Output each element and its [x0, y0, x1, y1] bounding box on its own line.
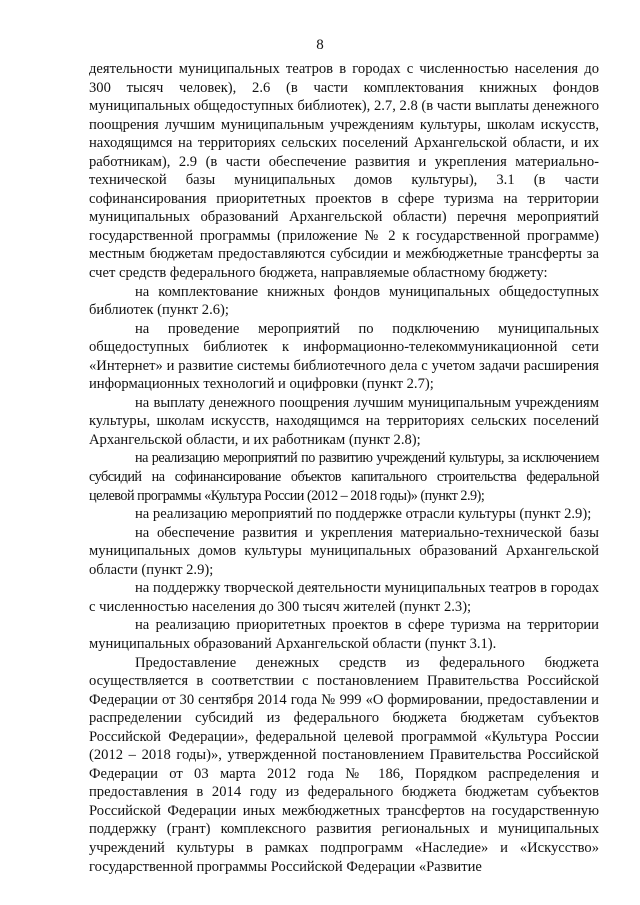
paragraph: на обеспечение развития и укрепления материально-технической базы муниципальных домов культуры муниципальных образований Архангельской области (пункт 2.9);	[89, 524, 599, 578]
paragraph: Предоставление денежных средств из федерального бюджета осуществляется в соответствии с постановлением Правительства Российской Федерации от 30 сентября 2014 года № 999 «О формировании, предоставлении и распределении субсидий из федерального бюджета бюджетам субъектов Российской Федерации», федеральной целевой программой «Культура России (2012 – 2018 годы)», утвержденной постановлением Правительства Российской Федерации от 03 марта 2012 года № 186, Порядком распределения и предоставления в 2014 году из федерального бюджета бюджетам субъектов Российской Федерации иных межбюджетных трансфертов на государственную поддержку (грант) комплексного развития региональных и муниципальных учреждений культуры в рамках подпрограмм «Наследие» и «Искусство» государственной программы Российской Федерации «Развитие	[89, 654, 599, 875]
paragraph: на реализацию приоритетных проектов в сфере туризма на территории муниципальных образований Архангельской области (пункт 3.1).	[89, 617, 599, 652]
paragraph: на реализацию мероприятий по поддержке отрасли культуры (пункт 2.9);	[135, 506, 592, 523]
paragraph: на выплату денежного поощрения лучшим муниципальным учреждениям культуры, школам искусств, находящимся на территориях сельских поселений Архангельской области, и их работникам (пункт 2.8);	[89, 394, 599, 448]
document-body	[89, 60, 599, 876]
paragraph: на проведение мероприятий по подключению муниципальных общедоступных библиотек к информационно-телекоммуникационной сети «Интернет» и развитие системы библиотечного дела с учетом задачи расширения информационных технологий и оцифровки (пункт 2.7);	[89, 320, 599, 393]
paragraph: на реализацию мероприятий по развитию учреждений культуры, за исключением субсидий на софинансирование объектов капитального строительства федеральной целевой программы «Культура России (2012 – 2018 годы)» (пункт 2.9);	[89, 450, 599, 504]
paragraph: на комплектование книжных фондов муниципальных общедоступных библиотек (пункт 2.6);	[89, 283, 599, 319]
paragraph: на поддержку творческой деятельности муниципальных театров в городах с численностью населения до 300 тысяч жителей (пункт 2.3);	[89, 580, 599, 615]
page-number: 8	[316, 37, 324, 53]
paragraph: деятельности муниципальных театров в городах с численностью населения до 300 тысяч человек), 2.6 (в части комплектования книжных фондов муниципальных общедоступных библиотек), 2.7, 2.8 (в части выплаты денежного поощрения лучшим муниципальным учреждениям культуры, школам искусств, находящимся на территориях сельских поселений Архангельской области, и их работникам), 2.9 (в части обеспечение развития и укрепления материально-технической базы муниципальных домов культуры), 3.1 (в части софинансирования приоритетных проектов в сфере туризма на территории муниципальных образований Архангельской области) перечня мероприятий государственной программы (приложение № 2 к государственной программе) местным бюджетам предоставляются субсидии и межбюджетные трансферты за счет средств федерального бюджета, направляемые областному бюджету:	[89, 61, 599, 282]
